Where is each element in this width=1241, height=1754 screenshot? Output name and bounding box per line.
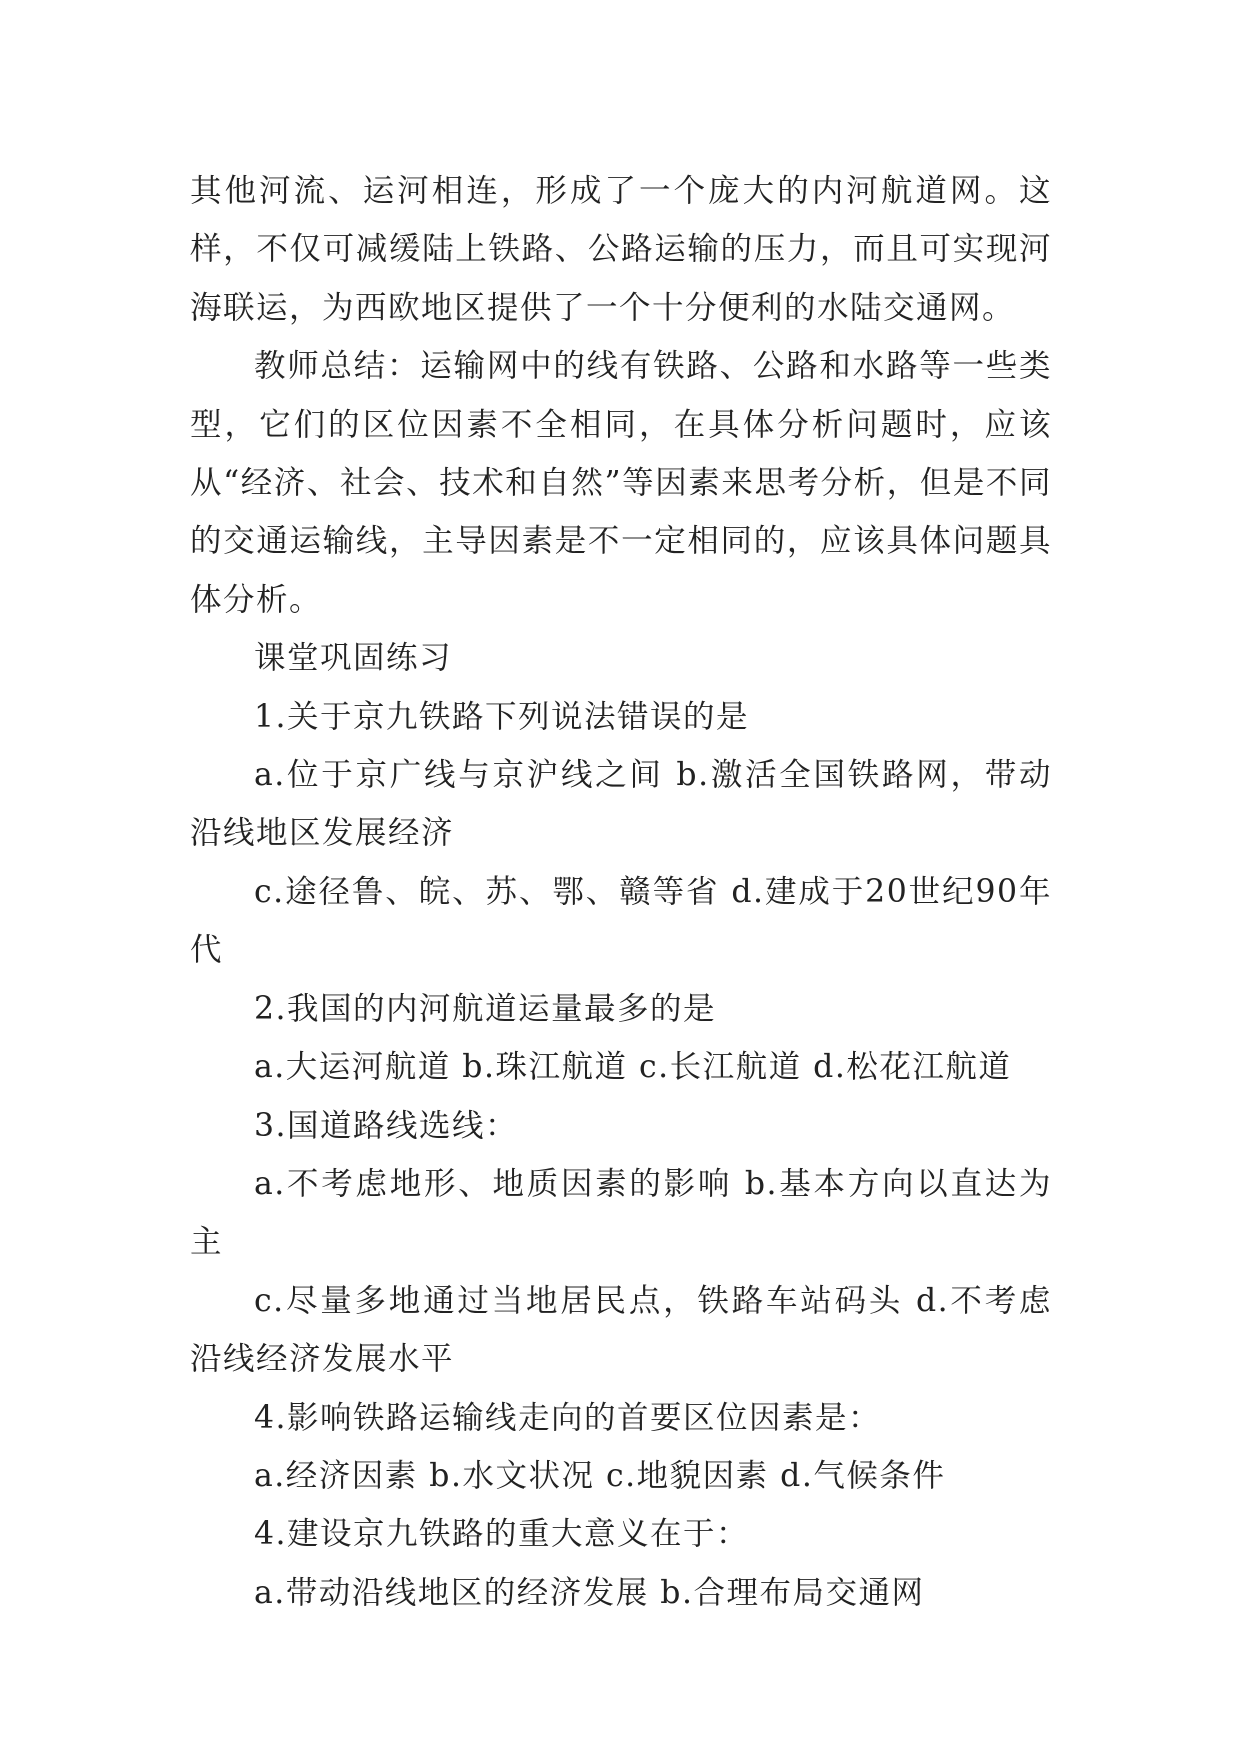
- question-4: 4.影响铁路运输线走向的首要区位因素是：: [254, 1399, 882, 1436]
- paragraph-waterway-network: 其他河流、运河相连，形成了一个庞大的内河航道网。这样，不仅可减缓陆上铁路、公路运输的压力，而且可实现河海联运，为西欧地区提供了一个十分便利的水陆交通网。: [190, 173, 1052, 326]
- paragraph-teacher-summary: 教师总结：运输网中的线有铁路、公路和水路等一些类型，它们的区位因素不全相同，在具体分析问题时，应该从“经济、社会、技术和自然”等因素来思考分析，但是不同的交通运输线，主导因素是不一定相同的，应该具体问题具体分析。: [190, 348, 1052, 618]
- document-body: [190, 162, 1052, 1622]
- question-2: 2.我国的内河航道运量最多的是: [254, 990, 717, 1027]
- question-3-options-ab: a.不考虑地形、地质因素的影响 b.基本方向以直达为主: [190, 1165, 1052, 1261]
- question-1: 1.关于京九铁路下列说法错误的是: [254, 698, 750, 735]
- question-5-options: a.带动沿线地区的经济发展 b.合理布局交通网: [254, 1574, 925, 1611]
- question-1-options-ab: a.位于京广线与京沪线之间 b.激活全国铁路网，带动沿线地区发展经济: [190, 757, 1052, 852]
- question-2-options: a.大运河航道 b.珠江航道 c.长江航道 d.松花江航道: [254, 1049, 1012, 1086]
- question-5: 4.建设京九铁路的重大意义在于：: [254, 1516, 750, 1553]
- question-3-options-cd: c.尽量多地通过当地居民点，铁路车站码头 d.不考虑沿线经济发展水平: [190, 1282, 1052, 1378]
- question-4-options: a.经济因素 b.水文状况 c.地貌因素 d.气候条件: [254, 1457, 946, 1494]
- question-1-options-cd: c.途径鲁、皖、苏、鄂、赣等省 d.建成于20世纪90年代: [190, 873, 1052, 969]
- section-heading-practice: 课堂巩固练习: [254, 640, 453, 677]
- question-3: 3.国道路线选线：: [254, 1107, 519, 1144]
